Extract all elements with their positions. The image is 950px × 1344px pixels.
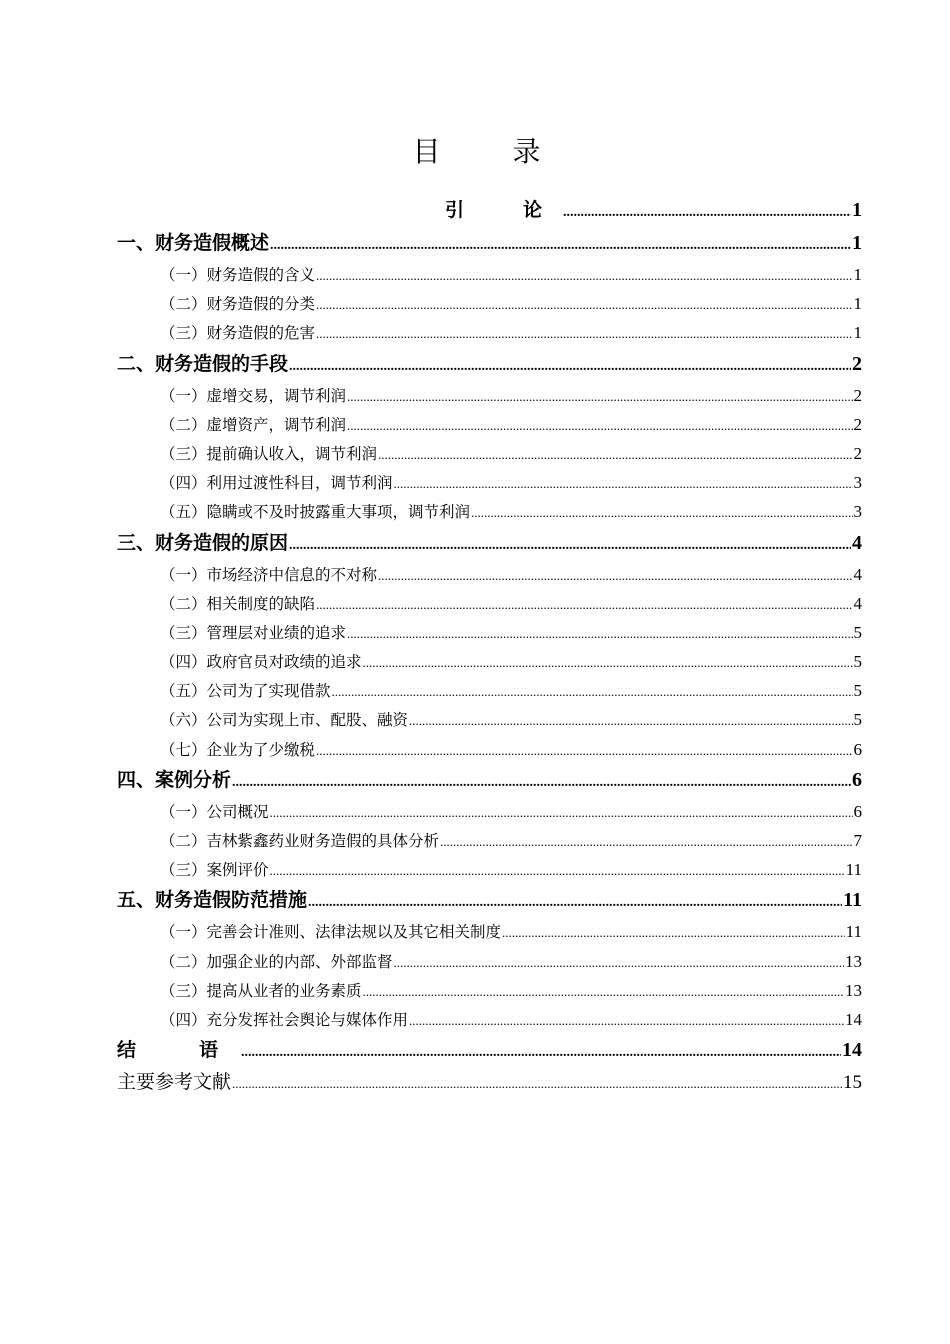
toc-entry-introduction[interactable] — [117, 194, 862, 227]
toc-entry-label: （一）财务造假的含义 — [160, 266, 316, 284]
toc-entry-label: （二）相关制度的缺陷 — [160, 594, 316, 613]
toc-entry-label: （三）案例评价 — [160, 861, 269, 880]
toc-entry-label: 引 论 — [445, 199, 563, 221]
toc-entry-label: 结 语 — [117, 1039, 241, 1062]
toc-entry-label: （六）公司为实现上市、配股、融资 — [160, 711, 409, 730]
dot-leader — [347, 382, 852, 410]
toc-entry-section[interactable] — [117, 560, 862, 589]
toc-entry-label: （五）公司为了实现借款 — [160, 682, 331, 701]
toc-entry-section[interactable] — [117, 917, 862, 946]
toc-entry-chapter-5[interactable] — [117, 884, 862, 917]
toc-page-number: 3 — [853, 502, 862, 522]
toc-page-number: 14 — [842, 1039, 862, 1062]
dot-leader — [232, 1068, 842, 1098]
toc-entry-section[interactable] — [117, 826, 862, 855]
toc-entry-section[interactable] — [117, 735, 862, 764]
toc-entry-label: （一）虚增交易，调节利润 — [160, 386, 347, 405]
toc-entry-section[interactable] — [117, 947, 862, 976]
dot-leader — [563, 196, 851, 227]
toc-page-number: 1 — [853, 265, 862, 284]
toc-page-number: 1 — [852, 232, 862, 254]
toc-entry-section[interactable] — [117, 497, 862, 526]
toc-entry-label: （三）财务造假的危害 — [160, 324, 316, 343]
toc-page-number: 1 — [853, 323, 862, 343]
toc-entry-section[interactable] — [117, 1005, 862, 1034]
toc-page-number: 11 — [843, 889, 862, 912]
toc-page-number: 3 — [853, 473, 862, 493]
toc-entry-section[interactable] — [117, 797, 862, 826]
toc-page-number: 5 — [853, 622, 862, 642]
toc-page-number: 13 — [845, 980, 862, 1000]
toc-entry-section[interactable] — [117, 260, 862, 289]
dot-leader — [502, 918, 845, 946]
dot-leader — [471, 498, 852, 526]
dot-leader — [270, 229, 851, 260]
dot-leader — [316, 319, 852, 347]
toc-page-number: 15 — [843, 1072, 862, 1094]
toc-page-number: 4 — [853, 593, 862, 613]
dot-leader — [289, 350, 851, 381]
toc-entry-label: 主要参考文献 — [117, 1071, 232, 1094]
toc-entry-chapter-3[interactable] — [117, 527, 862, 560]
dot-leader — [316, 261, 852, 289]
toc-entry-label: （五）隐瞒或不及时披露重大事项，调节利润 — [160, 503, 471, 522]
toc-title: 目 录 — [412, 135, 563, 168]
toc-entry-label: （四）利用过渡性科目，调节利润 — [160, 474, 393, 493]
toc-page-number: 1 — [852, 199, 862, 221]
toc-page-number: 7 — [853, 831, 862, 850]
toc-entry-label: （一）完善会计准则、法律法规以及其它相关制度 — [160, 923, 502, 942]
toc-entry-label: 五、财务造假防范措施 — [117, 889, 308, 912]
dot-leader — [270, 856, 845, 884]
toc-entry-section[interactable] — [117, 705, 862, 734]
toc-list — [117, 194, 862, 1098]
toc-entry-section[interactable] — [117, 289, 862, 318]
toc-entry-label: （一）市场经济中信息的不对称 — [160, 565, 378, 584]
toc-entry-section[interactable] — [117, 318, 862, 347]
toc-entry-label: （七）企业为了少缴税 — [160, 740, 316, 759]
toc-page-number: 14 — [845, 1009, 862, 1029]
toc-page-number: 4 — [852, 531, 862, 554]
toc-entry-chapter-2[interactable] — [117, 348, 862, 381]
dot-leader — [308, 886, 842, 917]
toc-page-number: 6 — [852, 768, 862, 791]
toc-page-number: 2 — [853, 414, 862, 434]
toc-page-number: 5 — [853, 681, 862, 701]
dot-leader — [232, 766, 851, 797]
toc-page-number: 2 — [852, 352, 862, 375]
toc-page-number: 11 — [845, 860, 862, 880]
toc-page-number: 2 — [853, 385, 862, 405]
dot-leader — [409, 706, 852, 734]
dot-leader — [332, 677, 853, 705]
dot-leader — [409, 1006, 844, 1034]
dot-leader — [394, 948, 844, 976]
toc-entry-section[interactable] — [117, 976, 862, 1005]
toc-entry-chapter-4[interactable] — [117, 764, 862, 797]
toc-entry-label: （四）充分发挥社会舆论与媒体作用 — [160, 1010, 409, 1029]
toc-page-number: 6 — [853, 739, 862, 759]
toc-entry-label: （二）加强企业的内部、外部监督 — [160, 952, 393, 971]
dot-leader — [289, 529, 851, 560]
toc-entry-label: （三）管理层对业绩的追求 — [160, 623, 347, 642]
dot-leader — [378, 440, 852, 468]
toc-entry-label: 一、财务造假概述 — [117, 232, 270, 254]
dot-leader — [241, 1036, 841, 1067]
dot-leader — [316, 590, 852, 618]
toc-entry-label: 四、案例分析 — [117, 768, 232, 791]
toc-entry-section[interactable] — [117, 676, 862, 705]
toc-page-number: 5 — [853, 652, 862, 672]
dot-leader — [440, 827, 852, 855]
dot-leader — [363, 648, 853, 676]
dot-leader — [347, 619, 852, 647]
dot-leader — [316, 290, 852, 318]
toc-entry-label: （二）虚增资产，调节利润 — [160, 415, 347, 434]
toc-entry-section[interactable] — [117, 439, 862, 468]
toc-entry-label: 二、财务造假的手段 — [117, 352, 289, 375]
dot-leader — [378, 561, 852, 589]
toc-entry-section[interactable] — [117, 647, 862, 676]
toc-entry-section[interactable] — [117, 468, 862, 497]
toc-entry-section[interactable] — [117, 381, 862, 410]
toc-page-number: 1 — [853, 294, 862, 314]
toc-entry-label: （三）提前确认收入，调节利润 — [160, 444, 378, 463]
toc-entry-label: 三、财务造假的原因 — [117, 531, 289, 554]
toc-entry-section[interactable] — [117, 410, 862, 439]
toc-entry-label: （一）公司概况 — [160, 802, 269, 821]
toc-entry-chapter-1[interactable] — [117, 227, 862, 260]
dot-leader — [363, 977, 844, 1005]
toc-entry-references[interactable] — [117, 1067, 862, 1098]
toc-entry-conclusion[interactable] — [117, 1034, 862, 1067]
dot-leader — [347, 411, 852, 439]
toc-entry-section[interactable] — [117, 618, 862, 647]
toc-entry-section[interactable] — [117, 855, 862, 884]
toc-page-number: 13 — [845, 951, 862, 971]
dot-leader — [270, 798, 853, 826]
toc-page-number: 6 — [853, 801, 862, 821]
toc-page-number: 4 — [853, 564, 862, 584]
dot-leader — [316, 736, 852, 764]
toc-page-number: 11 — [845, 922, 862, 942]
toc-entry-label: （二）吉林紫鑫药业财务造假的具体分析 — [160, 832, 440, 850]
toc-entry-label: （三）提高从业者的业务素质 — [160, 981, 362, 1000]
dot-leader — [394, 469, 853, 497]
toc-entry-label: （四）政府官员对政绩的追求 — [160, 653, 362, 672]
toc-entry-label: （二）财务造假的分类 — [160, 295, 316, 314]
toc-entry-section[interactable] — [117, 589, 862, 618]
toc-page-number: 2 — [853, 443, 862, 463]
toc-page-number: 5 — [853, 710, 862, 730]
